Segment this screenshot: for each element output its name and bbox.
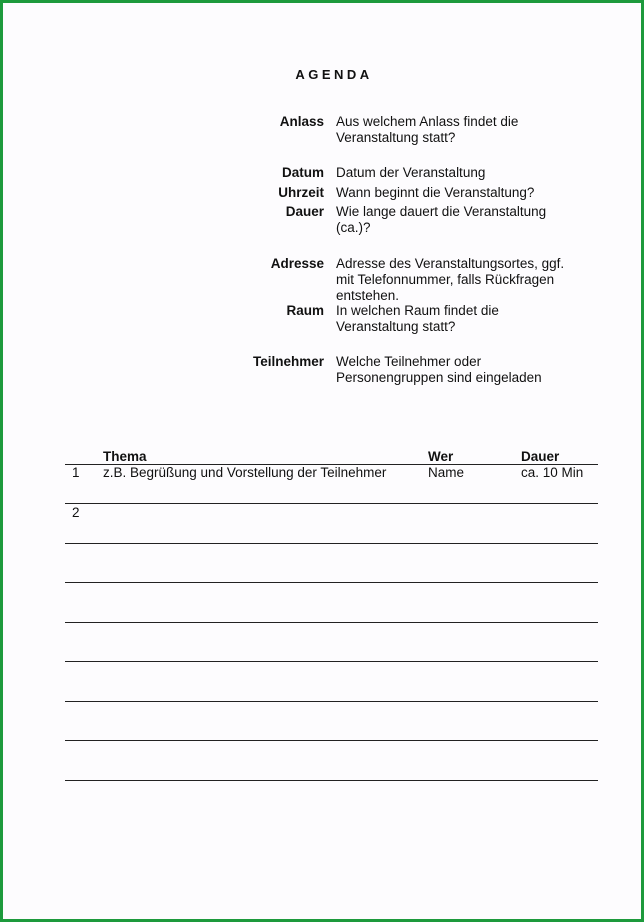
info-label: Teilnehmer	[252, 354, 324, 369]
row-divider	[65, 780, 598, 781]
row-number: 2	[72, 505, 80, 520]
row-divider	[65, 701, 598, 702]
header-thema: Thema	[103, 449, 147, 464]
info-label: Uhrzeit	[278, 185, 324, 200]
info-value: In welchen Raum findet die Veranstaltung statt?	[336, 303, 499, 334]
row-thema: z.B. Begrüßung und Vorstellung der Teilnehmer	[103, 465, 387, 480]
row-divider	[65, 543, 598, 544]
info-label: Adresse	[270, 256, 324, 271]
info-value: Welche Teilnehmer oder Personengruppen sind eingeladen	[336, 354, 542, 385]
info-label: Dauer	[285, 204, 324, 219]
row-divider	[65, 740, 598, 741]
page-title: AGENDA	[295, 67, 373, 82]
info-value: Wie lange dauert die Veranstaltung (ca.)?	[336, 204, 547, 235]
info-value: Adresse des Veranstaltungsortes, ggf. mit Telefonnummer, falls Rückfragen entstehen.	[336, 256, 565, 303]
row-divider	[65, 622, 598, 623]
header-dauer: Dauer	[521, 449, 560, 464]
row-number: 1	[72, 465, 80, 480]
info-value: Wann beginnt die Veranstaltung?	[336, 185, 535, 200]
info-value: Aus welchem Anlass findet die Veranstaltung statt?	[336, 114, 519, 145]
info-label: Anlass	[279, 114, 324, 129]
row-divider	[65, 661, 598, 662]
row-divider	[65, 582, 598, 583]
row-wer: Name	[428, 465, 465, 480]
row-divider	[65, 503, 598, 504]
header-wer: Wer	[428, 449, 454, 464]
info-value: Datum der Veranstaltung	[336, 165, 486, 180]
info-label: Datum	[281, 165, 324, 180]
row-dauer: ca. 10 Min	[521, 465, 584, 480]
info-label: Raum	[286, 303, 324, 318]
